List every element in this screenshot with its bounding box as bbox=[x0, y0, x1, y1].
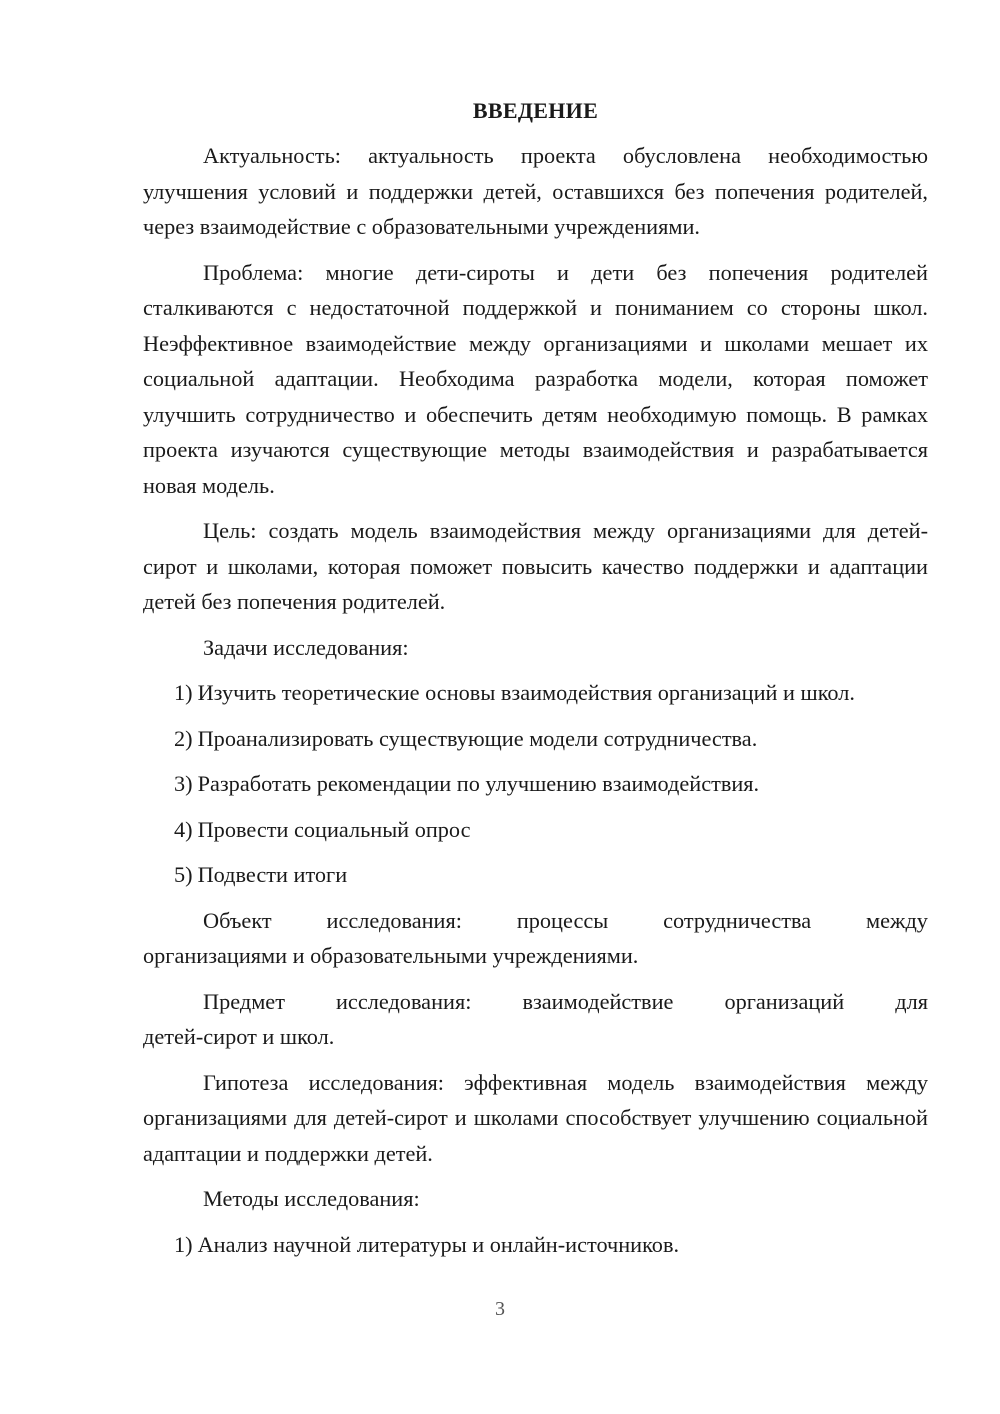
object-word: процессы bbox=[516, 907, 609, 933]
list-item-text: Анализ научной литературы и онлайн-источников. bbox=[197, 1231, 680, 1257]
subject-paragraph bbox=[143, 984, 928, 1055]
page-number: 3 bbox=[495, 1298, 505, 1320]
list-item-text: Подвести итоги bbox=[197, 862, 348, 887]
tasks-heading: Задачи исследования: bbox=[203, 634, 409, 660]
subject-word: для bbox=[895, 988, 928, 1014]
hypothesis-paragraph: Гипотеза исследования: эффективная модель взаимодействия между организациями для детей-сирот и школами способствует улучшению социальной адаптации и поддержки детей. bbox=[143, 1069, 928, 1166]
methods-list bbox=[143, 1227, 928, 1263]
problem-paragraph: Проблема: многие дети-сироты и дети без попечения родителей сталкиваются с недостаточной поддержкой и пониманием со стороны школ. Неэффективное взаимодействие между организациями и школами мешает их социальной адаптации. Необходима разработка модели, которая поможет улучшить сотрудничество и обеспечить детям необходимую помощь. В рамках проекта изучаются существующие методы взаимодействия и разрабатывается новая модель. bbox=[143, 259, 928, 498]
subject-word: Предмет bbox=[203, 988, 285, 1014]
list-item-number: 2) bbox=[174, 725, 193, 751]
tasks-list bbox=[143, 675, 928, 893]
object-first-line bbox=[143, 903, 928, 939]
subject-word: взаимодействие bbox=[522, 988, 674, 1014]
goal-paragraph: Цель: создать модель взаимодействия между организациями для детей-сирот и школами, которая поможет повысить качество поддержки и адаптации детей без попечения родителей. bbox=[143, 518, 928, 614]
list-item-number: 1) bbox=[174, 1231, 193, 1257]
object-word: исследования: bbox=[326, 907, 462, 933]
list-item-number: 5) bbox=[174, 862, 193, 887]
list-item-number: 1) bbox=[174, 680, 193, 705]
list-item-text: Проанализировать существующие модели сотрудничества. bbox=[197, 725, 758, 751]
list-item-text: Изучить теоретические основы взаимодействия организаций и школ. bbox=[197, 680, 855, 705]
document-page bbox=[143, 96, 928, 1272]
list-item bbox=[143, 857, 928, 893]
list-item bbox=[143, 766, 928, 802]
subject-rest: детей-сирот и школ. bbox=[143, 1024, 335, 1049]
list-item bbox=[143, 675, 928, 711]
object-paragraph bbox=[143, 903, 928, 974]
list-item-text: Разработать рекомендации по улучшению взаимодействия. bbox=[197, 771, 760, 796]
subject-word: организаций bbox=[724, 988, 845, 1014]
subject-word: исследования: bbox=[336, 988, 472, 1014]
list-item-number: 4) bbox=[174, 816, 193, 842]
object-word: сотрудничества bbox=[663, 907, 812, 933]
relevance-paragraph: Актуальность: актуальность проекта обусловлена необходимостью улучшения условий и поддержки детей, оставшихся без попечения родителей, через взаимодействие с образовательными учреждениями. bbox=[143, 143, 928, 239]
object-rest: организациями и образовательными учреждениями. bbox=[143, 943, 639, 968]
list-item bbox=[143, 721, 928, 757]
object-word: между bbox=[866, 907, 928, 933]
methods-heading: Методы исследования: bbox=[203, 1186, 420, 1211]
list-item bbox=[143, 812, 928, 848]
list-item-number: 3) bbox=[174, 771, 193, 796]
list-item bbox=[143, 1227, 928, 1263]
section-title: ВВЕДЕНИЕ bbox=[472, 98, 599, 123]
object-word: Объект bbox=[203, 907, 272, 933]
list-item-text: Провести социальный опрос bbox=[197, 816, 471, 842]
subject-first-line bbox=[143, 984, 928, 1020]
